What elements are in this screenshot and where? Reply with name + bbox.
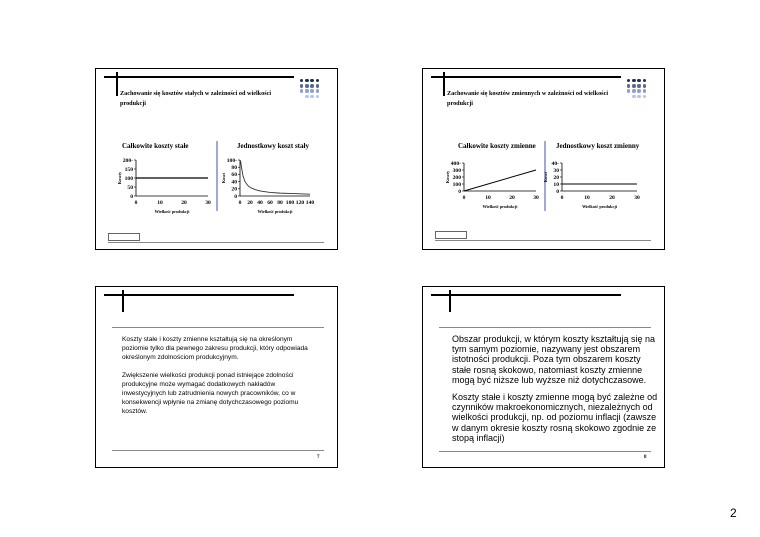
- decorative-dot: [643, 89, 646, 92]
- slide-footer-rule: [439, 451, 651, 452]
- slide-variable-costs: [422, 68, 665, 250]
- x-axis-label: Wielkość produkcji: [582, 204, 617, 209]
- page-number: 2: [730, 506, 737, 520]
- x-tick-label: 10: [157, 200, 163, 206]
- y-axis-label: Koszty: [445, 170, 450, 184]
- decorative-dot: [643, 95, 646, 98]
- decorative-dot: [310, 84, 313, 87]
- y-tick-label: 20: [231, 186, 237, 193]
- x-tick-label: 120: [295, 200, 305, 206]
- chart-unit-fixed-cost: [221, 157, 315, 214]
- x-tick-label: 100: [285, 200, 295, 206]
- decorative-dot: [632, 89, 635, 92]
- decorative-dot: [305, 84, 308, 87]
- slide-page-number: 7: [317, 455, 320, 460]
- y-tick-label: 50: [127, 184, 133, 191]
- x-tick-label: 0: [560, 195, 564, 201]
- paragraph: Zwiększenie wielkości produkcji ponad istniejące zdolności produkcyjne może wymagać dodatkowych nakładów inwestycyjnych lub zatrudnienia nowych pracowników, co w konsekwencji wpłynie na zmianę dotychczasowego poziomu kosztów.: [122, 371, 299, 416]
- slide-top-rule: [104, 76, 294, 78]
- decorative-dot: [300, 89, 303, 92]
- y-tick-label: 0: [130, 193, 133, 200]
- x-tick-label: 40: [257, 200, 263, 206]
- decorative-dot: [300, 84, 303, 87]
- decorative-dot: [637, 79, 640, 82]
- y-tick-label: 40: [231, 179, 237, 186]
- decorative-dot: [310, 89, 313, 92]
- y-tick-label: 300: [452, 167, 461, 174]
- series-line: [464, 170, 536, 191]
- decorative-dot: [632, 79, 635, 82]
- slide-text-8: [422, 286, 665, 468]
- x-tick-label: 20: [247, 200, 253, 206]
- chart-total-fixed-costs: [117, 157, 211, 214]
- slide-body: [122, 335, 312, 425]
- x-tick-label: 0: [462, 195, 466, 201]
- decorative-dot: [643, 79, 646, 82]
- y-tick-label: 200: [452, 174, 461, 181]
- slide-footer-rule: [435, 240, 651, 241]
- y-tick-label: 0: [234, 193, 237, 200]
- slide-body: [452, 334, 662, 450]
- x-axis-label: Wielkość produkcji: [257, 209, 293, 214]
- decorative-dot: [627, 89, 630, 92]
- decorative-dot: [632, 84, 635, 87]
- decorative-dot: [316, 79, 319, 82]
- y-tick-label: 10: [553, 181, 559, 188]
- slide-vertical-rule: [443, 72, 445, 96]
- x-tick-label: 30: [533, 195, 539, 201]
- chart-title: Jednostkowy koszt zmienny: [556, 142, 640, 150]
- y-tick-label: 100-: [226, 157, 237, 164]
- slide-top-rule: [431, 76, 621, 78]
- paragraph: Koszty stałe i koszty zmienne mogą być zależne od czynników makroekonomicznych, niezależnych od wielkości produkcji, np. od poziomu inflacji (zawsze w danym okresie koszty rosną skokowo zgodnie ze stopą inflacji): [452, 392, 658, 443]
- paragraph: Koszty stałe i koszty zmienne kształtują się na określonym poziomie tylko dla pewnego zakresu produkcji, który odpowiada określonym zdolnościom produkcyjnym.: [122, 336, 308, 362]
- y-tick-label: 80: [231, 165, 237, 171]
- chart-title: Jednostkowy koszt stały: [237, 142, 309, 150]
- decorative-dot: [643, 84, 646, 87]
- slide-footer-rule: [108, 242, 324, 243]
- y-axis-label: Koszt: [543, 171, 548, 183]
- slide-vertical-rule: [116, 72, 118, 96]
- y-tick-label: 60: [231, 172, 237, 179]
- series-line: [241, 161, 311, 194]
- y-tick-label: 20: [553, 174, 559, 181]
- decorative-dot: [627, 84, 630, 87]
- decorative-dot: [305, 79, 308, 82]
- chart-title: Całkowite koszty zmienne: [458, 142, 536, 150]
- x-tick-label: 60: [267, 200, 273, 206]
- decorative-dot: [305, 95, 308, 98]
- x-tick-label: 30: [634, 195, 640, 201]
- decorative-dot: [300, 79, 303, 82]
- chart-title: Całkowite koszty stałe: [122, 142, 189, 150]
- y-tick-label: 30: [553, 167, 559, 174]
- x-tick-label: 0: [238, 200, 242, 206]
- x-tick-label: 80: [277, 200, 283, 206]
- slide-vertical-rule: [122, 290, 124, 312]
- x-tick-label: 20: [609, 195, 615, 201]
- y-tick-label: 100: [452, 181, 461, 188]
- chart-total-variable-costs: [445, 160, 539, 211]
- decorative-dot: [316, 84, 319, 87]
- slide-vertical-rule: [449, 290, 451, 312]
- y-tick-label: 0: [556, 188, 559, 195]
- decorative-dot: [632, 95, 635, 98]
- y-axis-label: Koszt: [221, 172, 226, 184]
- decorative-dot: [316, 89, 319, 92]
- slide-footer-rule: [112, 450, 324, 451]
- slide-footer-box: [108, 233, 140, 241]
- y-tick-label: 150: [124, 166, 133, 173]
- decorative-dot: [637, 95, 640, 98]
- slide-title: Zachowanie się kosztów stałych w zależności od wielkości produkcji: [120, 90, 272, 107]
- x-axis-label: Wielkość produkcji: [482, 204, 518, 209]
- x-tick-label: 140: [305, 200, 315, 206]
- y-tick-label: 0: [458, 188, 461, 195]
- slide-text-7: [95, 286, 338, 468]
- x-axis-label: Wielkość produkcji: [154, 209, 190, 214]
- y-tick-label: 400-: [450, 160, 461, 167]
- x-tick-label: 10: [485, 195, 491, 201]
- slide-footer-box: [435, 231, 467, 239]
- decorative-dot: [310, 79, 313, 82]
- chart-unit-variable-cost: [543, 160, 640, 211]
- x-tick-label: 0: [134, 200, 138, 206]
- slide-top-rule: [431, 294, 621, 296]
- x-tick-label: 20: [181, 200, 187, 206]
- slide-title: Zachowanie się kosztów zmiennych w zależności od wielkości produkcji: [447, 90, 609, 107]
- x-tick-label: 20: [509, 195, 515, 201]
- decorative-dot: [316, 95, 319, 98]
- x-tick-label: 10: [584, 195, 590, 201]
- slide-page-number: 8: [644, 455, 647, 460]
- slide-header-rule: [112, 327, 324, 328]
- decorative-dot: [637, 84, 640, 87]
- y-tick-label: 200-: [122, 157, 133, 164]
- decorative-dot: [627, 79, 630, 82]
- decorative-dot: [305, 89, 308, 92]
- decorative-dot: [637, 89, 640, 92]
- y-tick-label: 100: [124, 175, 133, 182]
- slide-header-rule: [439, 327, 651, 328]
- chart-separator: [216, 141, 218, 211]
- y-axis-label: Koszty: [117, 171, 122, 185]
- x-tick-label: 30: [205, 200, 211, 206]
- paragraph: Obszar produkcji, w którym koszty kształtują się na tym samym poziomie, nazywany jest obszarem istotności produkcji. Poza tym obszarem koszty stałe rosną skokowo, natomiast koszty zmienne mogą być niższe lub wyższe niż dotychczasowe.: [452, 334, 656, 385]
- decorative-dot: [310, 95, 313, 98]
- y-tick-label: 40-: [551, 160, 559, 167]
- slide-fixed-costs: [95, 68, 338, 250]
- slide-top-rule: [104, 294, 294, 296]
